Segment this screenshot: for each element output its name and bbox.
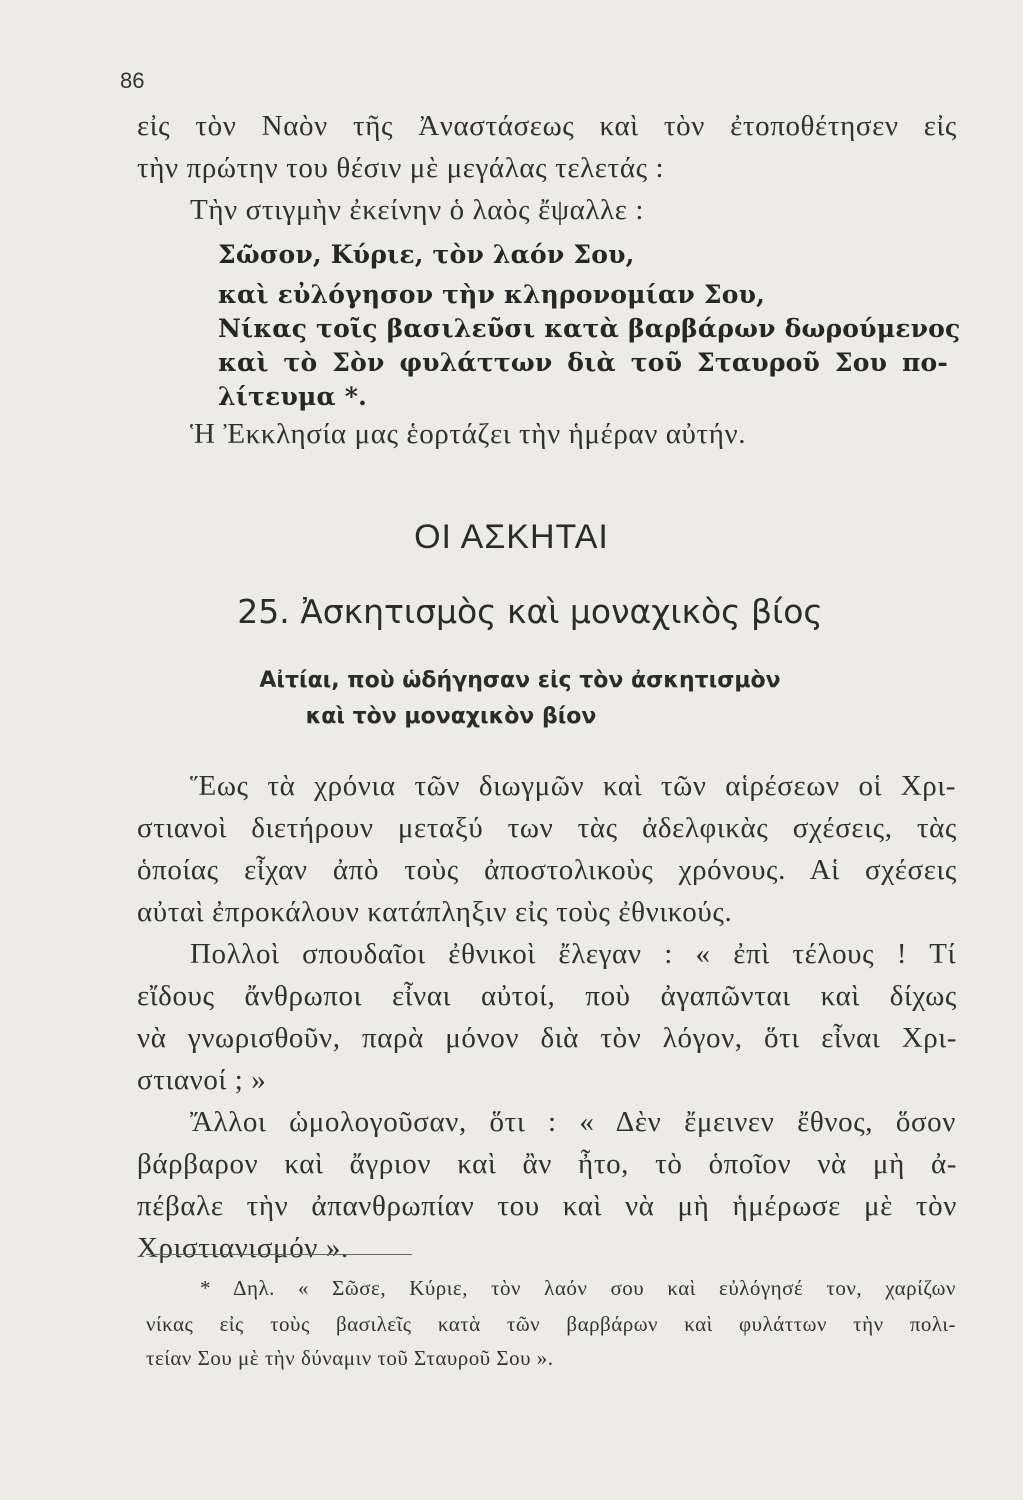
footnote-line: νίκας εἰς τοὺς βασιλεῖς κατὰ τῶν βαρβάρων καὶ φυλάττων τὴν πολι- [146,1312,956,1336]
body-line: βάρβαρον καὶ ἄγριον καὶ ἂν ἦτο, τὸ ὁποῖον νὰ μὴ ἀ- [137,1148,957,1180]
subheading-line: Αἰτίαι, ποὺ ὡδήγησαν εἰς τὸν ἀσκητισμὸν [259,668,781,693]
hymn-line: λίτευμα *. [218,382,368,411]
body-line: Πολλοὶ σπουδαῖοι ἐθνικοὶ ἔλεγαν : « ἐπὶ τέλους ! Τί [190,938,956,970]
footnote-line: * Δηλ. « Σῶσε, Κύριε, τὸν λαόν σου καὶ εὐλόγησέ τον, χαρίζων [200,1276,956,1300]
body-line: εἴδους ἄνθρωποι εἶναι αὐτοί, ποὺ ἀγαπῶνται καὶ δίχως [137,980,957,1012]
subheading-line: καὶ τὸν μοναχικὸν βίον [305,704,597,729]
body-line: Ἕως τὰ χρόνια τῶν διωγμῶν καὶ τῶν αἱρέσεων οἱ Χρι- [190,770,956,802]
body-line: στιανοί ; » [137,1064,267,1096]
body-line: νὰ γνωρισθοῦν, παρὰ μόνον διὰ τὸν λόγον, ὅτι εἶναι Χρι- [137,1022,957,1054]
hymn-line: καὶ εὐλόγησον τὴν κληρονομίαν Σου, [218,280,766,309]
hymn-line: καὶ τὸ Σὸν φυλάττων διὰ τοῦ Σταυροῦ Σου πο- [218,348,948,377]
footnote-line: τείαν Σου μὲ τὴν δύναμιν τοῦ Σταυροῦ Σου ». [146,1346,554,1370]
body-line: ὁποίας εἶχαν ἀπὸ τοὺς ἀποστολικοὺς χρόνους. Αἱ σχέσεις [137,854,957,886]
body-line: πέβαλε τὴν ἀπανθρωπίαν του καὶ νὰ μὴ ἡμέρωσε μὲ τὸν [137,1190,957,1222]
body-line: Ἄλλοι ὡμολογοῦσαν, ὅτι : « Δὲν ἔμεινεν ἔθνος, ὅσον [190,1106,956,1138]
intro-line: εἰς τὸν Ναὸν τῆς Ἀναστάσεως καὶ τὸν ἐτοποθέτησεν εἰς [137,110,957,142]
page-number: 86 [120,68,145,93]
section-title: 25. Ἀσκητισμὸς καὶ μοναχικὸς βίος [237,592,823,631]
closing-line: Ἡ Ἐκκλησία μας ἑορτάζει τὴν ἡμέραν αὐτήν. [190,418,747,450]
chapter-title: ΟΙ ΑΣΚΗΤΑΙ [414,518,609,556]
intro-line: Τὴν στιγμὴν ἐκείνην ὁ λαὸς ἔψαλλε : [190,194,645,226]
hymn-line: Σῶσον, Κύριε, τὸν λαόν Σου, [218,240,635,269]
hymn-line: Νίκας τοῖς βασιλεῦσι κατὰ βαρβάρων δωρούμενος [218,314,961,343]
body-line: Χριστιανισμόν ». [137,1232,349,1264]
body-line: αὐταὶ ἐπροκάλουν κατάπληξιν εἰς τοὺς ἐθνικούς. [137,896,733,928]
body-line: στιανοὶ διετήρουν μεταξύ των τὰς ἀδελφικὰς σχέσεις, τὰς [137,812,957,844]
intro-line: τὴν πρώτην του θέσιν μὲ μεγάλας τελετάς : [137,152,665,184]
footnote-divider [146,1254,412,1255]
